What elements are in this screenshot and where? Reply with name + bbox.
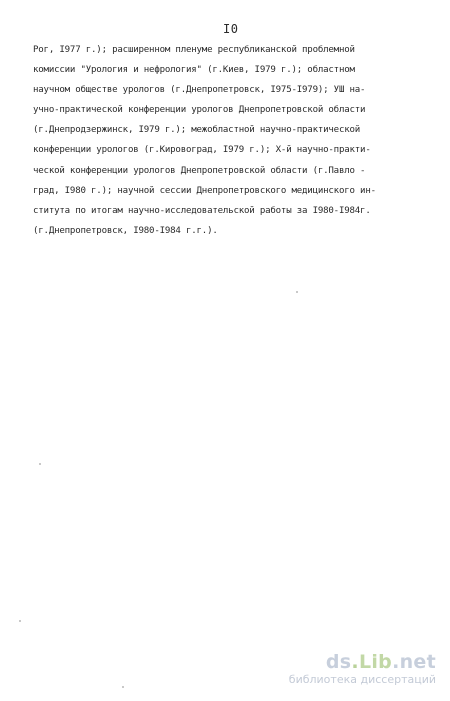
scan-speck [19, 620, 21, 622]
text-line: ститута по итогам научно-исследовательской работы за I980-I984г. [33, 205, 371, 216]
watermark [289, 652, 436, 687]
scan-speck [296, 291, 298, 293]
page-number: I0 [223, 22, 239, 36]
text-line: (г.Днепропетровск, I980-I984 г.г.). [33, 225, 218, 236]
text-line: учно-практической конференции урологов Днепропетровской области [33, 105, 366, 116]
text-line: ческой конференции урологов Днепропетровской области (г.Павло - [33, 165, 366, 176]
text-line: град, I980 г.); научной сессии Днепропетровского медицинского ин- [33, 185, 376, 196]
text-line: конференции урологов (г.Кировоград, I979 г.); Х-й научно-практи- [33, 145, 371, 156]
scan-speck [39, 463, 41, 465]
text-line: комиссии "Урология и нефрология" (г.Киев, I979 г.); областном [33, 65, 355, 76]
watermark-tagline: библиотека диссертаций [288, 673, 436, 686]
scan-speck [122, 686, 124, 688]
text-line: (г.Днепродзержинск, I979 г.); межобластной научно-практической [33, 125, 361, 136]
text-line: научном обществе урологов (г.Днепропетровск, I975-I979); УШ на- [33, 85, 366, 96]
text-line: Рог, I977 г.); расширенном пленуме республиканской проблемной [33, 45, 355, 55]
watermark-logo: ds.Lib.net [325, 651, 436, 673]
body-text [33, 40, 445, 241]
